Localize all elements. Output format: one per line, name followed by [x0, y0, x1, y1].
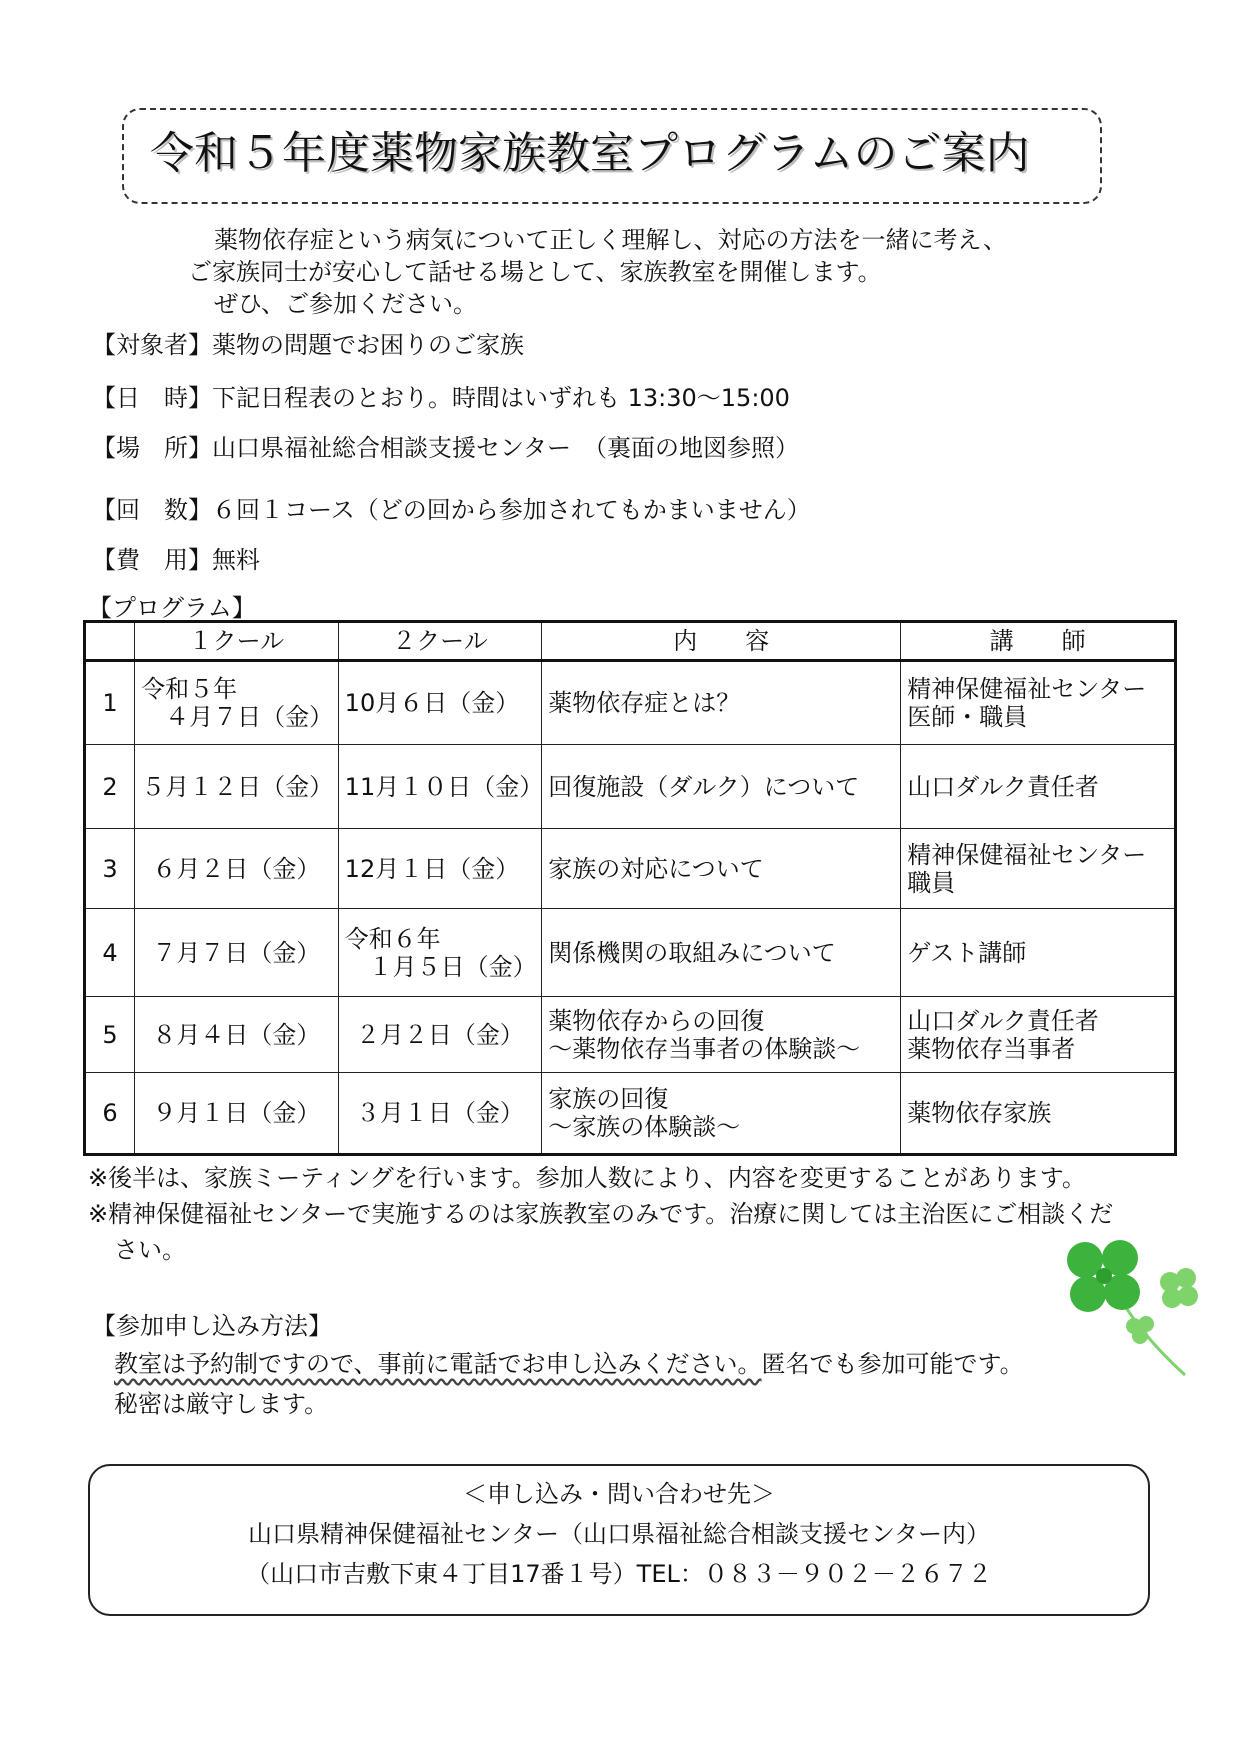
- intro-line-2: ご家族同士が安心して話せる場として、家族教室を開催します。: [188, 258, 882, 286]
- lecturer: 山口ダルク責任者: [901, 745, 1176, 829]
- content: 関係機関の取組みについて: [542, 909, 901, 997]
- info-cost: 【費 用】無料: [92, 546, 260, 574]
- apply-reservation-text: 教室は予約制ですので、事前に電話でお申し込みください。: [114, 1350, 762, 1378]
- table-header-row: [85, 622, 1176, 661]
- row-number: 6: [85, 1073, 135, 1155]
- course-2-date: 10月６日（金）: [338, 661, 542, 745]
- row-number: 2: [85, 745, 135, 829]
- course-2-date: ３月１日（金）: [338, 1073, 542, 1155]
- intro-line-1: 薬物依存症という病気について正しく理解し、対応の方法を一緒に考え、: [214, 226, 1007, 254]
- header-number: [85, 622, 135, 661]
- clover-icon: [1040, 1230, 1200, 1390]
- apply-confidential-text: 秘密は厳守します。: [114, 1390, 329, 1418]
- note-treatment-cont: さい。: [114, 1236, 186, 1264]
- course-2-date: ２月２日（金）: [338, 997, 542, 1073]
- course-1-date: ９月１日（金）: [135, 1073, 339, 1155]
- row-number: 1: [85, 661, 135, 745]
- contact-organization: 山口県精神保健福祉センター（山口県福祉総合相談支援センター内）: [247, 1520, 991, 1548]
- intro-line-3: ぜひ、ご参加ください。: [214, 290, 478, 318]
- info-datetime: 【日 時】下記日程表のとおり。時間はいずれも 13:30～15:00: [92, 384, 790, 412]
- apply-anonymous-text: 匿名でも参加可能です。: [761, 1350, 1024, 1378]
- contact-address-phone: （山口市吉敷下東４丁目17番１号）TEL：０８３－９０２－２６７２: [246, 1560, 992, 1588]
- table-row: [85, 909, 1176, 997]
- intro-text: [188, 224, 1007, 320]
- header-content: 内 容: [542, 622, 901, 661]
- program-table: [83, 620, 1177, 1156]
- content: 家族の回復 ～家族の体験談～: [542, 1073, 901, 1155]
- course-1-date: ７月７日（金）: [135, 909, 339, 997]
- page-title: 令和５年度薬物家族教室プログラムのご案内: [150, 128, 1030, 179]
- notes: [88, 1160, 1113, 1268]
- table-row: [85, 745, 1176, 829]
- header-course-2: ２クール: [338, 622, 542, 661]
- header-course-1: １クール: [135, 622, 339, 661]
- content: 薬物依存からの回復 ～薬物依存当事者の体験談～: [542, 997, 901, 1073]
- header-lecturer: 講 師: [901, 622, 1176, 661]
- program-label: 【プログラム】: [88, 594, 256, 622]
- content: 家族の対応について: [542, 829, 901, 909]
- table-row: [85, 829, 1176, 909]
- content: 回復施設（ダルク）について: [542, 745, 901, 829]
- course-1-date: ６月２日（金）: [135, 829, 339, 909]
- info-target: 【対象者】薬物の問題でお困りのご家族: [92, 331, 524, 359]
- apply-body: [114, 1344, 1024, 1424]
- lecturer: 薬物依存家族: [901, 1073, 1176, 1155]
- lecturer: 山口ダルク責任者 薬物依存当事者: [901, 997, 1176, 1073]
- contact-box: [88, 1464, 1150, 1616]
- content: 薬物依存症とは？: [542, 661, 901, 745]
- lecturer: ゲスト講師: [901, 909, 1176, 997]
- info-place: 【場 所】山口県福祉総合相談支援センター （裏面の地図参照）: [92, 434, 800, 462]
- row-number: 5: [85, 997, 135, 1073]
- course-2-date: 12月１日（金）: [338, 829, 542, 909]
- table-row: [85, 661, 1176, 745]
- info-count: 【回 数】６回１コース（どの回から参加されてもかまいません）: [92, 496, 811, 524]
- apply-label: 【参加申し込み方法】: [92, 1312, 332, 1340]
- note-meeting: ※後半は、家族ミーティングを行います。参加人数により、内容を変更することがあります。: [88, 1164, 1086, 1192]
- lecturer: 精神保健福祉センター 医師・職員: [901, 661, 1176, 745]
- course-1-date: ５月１２日（金）: [135, 745, 339, 829]
- note-treatment: ※精神保健福祉センターで実施するのは家族教室のみです。治療に関しては主治医にご相談くだ: [88, 1200, 1114, 1228]
- contact-heading: ＜申し込み・問い合わせ先＞: [463, 1480, 775, 1508]
- course-1-date: 令和５年 ４月７日（金）: [135, 661, 339, 745]
- table-row: [85, 997, 1176, 1073]
- course-2-date: 令和６年 １月５日（金）: [338, 909, 542, 997]
- table-row: [85, 1073, 1176, 1155]
- course-2-date: 11月１０日（金）: [338, 745, 542, 829]
- row-number: 4: [85, 909, 135, 997]
- lecturer: 精神保健福祉センター 職員: [901, 829, 1176, 909]
- course-1-date: ８月４日（金）: [135, 997, 339, 1073]
- row-number: 3: [85, 829, 135, 909]
